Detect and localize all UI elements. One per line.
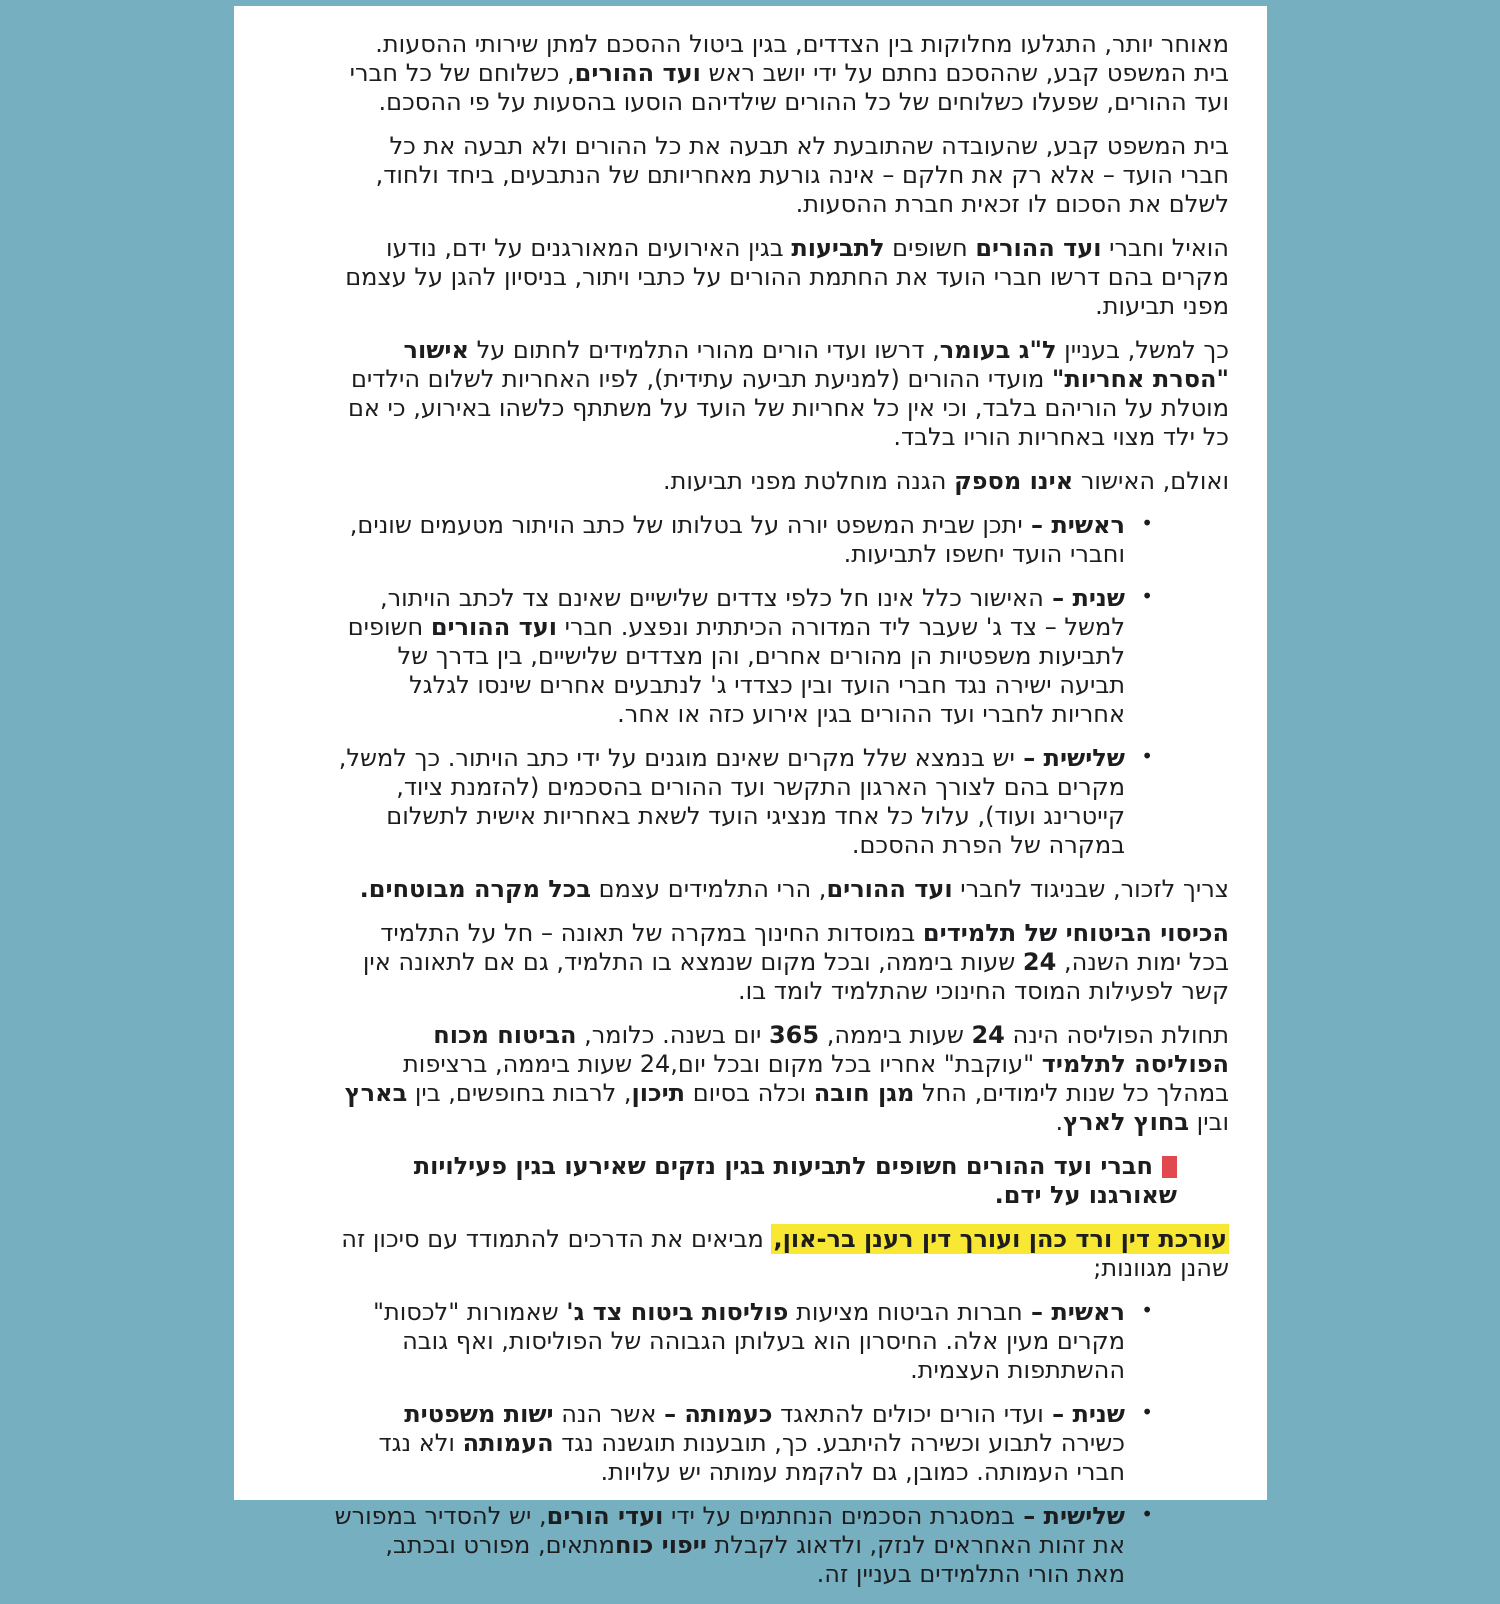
text-run: וכלה בסיום — [685, 1079, 814, 1107]
text-run: ועד ההורים — [430, 613, 557, 641]
bullet-icon: • — [1141, 1298, 1153, 1322]
text-run: הואיל וחברי — [1101, 234, 1229, 262]
text-run: כשירה לתבוע וכשירה להיתבע. כך, תובענות תוגשנה נגד — [553, 1429, 1125, 1457]
text-run: בגין האירועים המאורגנים על ידם, נודעו מקרים בהם דרשו חברי הועד את החתמת ההורים על כתבי ויתור, בניסיון להגן על עצמם מפני תביעות. — [345, 234, 1229, 320]
text-run: , יש להסדיר במפורש את זהות האחראים לנזק, ולדאוג לקבלת — [334, 1502, 1125, 1559]
text-run: מביאים את הדרכים להתמודד עם סיכון זה שהנן מגוונות; — [341, 1225, 1229, 1282]
text-run: לתביעות — [791, 234, 885, 262]
text-run: שעות ביממה, ובכל מקום שנמצא בו התלמיד, גם אם לתאונה אין קשר לפעילות המוסד החינוכי שהתלמיד לומד בו. — [362, 948, 1229, 1005]
text-run: כך למשל, בעניין — [1056, 336, 1229, 364]
bullet-item — [334, 1502, 1153, 1589]
text-run: 24 — [971, 1021, 1005, 1049]
text-run: ועד ההורים — [574, 59, 701, 87]
text-run: תיכון — [631, 1079, 686, 1107]
text-run: . — [1055, 1108, 1064, 1136]
text-run: שלישית – — [1014, 744, 1125, 772]
text-run: ייפוי כוח — [614, 1531, 707, 1559]
text-run: שנית – — [1043, 1400, 1125, 1428]
text-run: חשופים — [884, 234, 976, 262]
text-run: שנית – — [1043, 584, 1125, 612]
text-run: , כשלוחם של כל חברי ועד ההורים, שפעלו כשלוחים של כל ההורים שילדיהם הוסעו בהסעות על פי ההסכם. — [349, 59, 1229, 116]
text-run: פוליסות ביטוח צד ג' — [566, 1298, 789, 1326]
bullet-icon: • — [1141, 1502, 1153, 1526]
text-run: ולא נגד חברי העמותה. כמובן, גם להקמת עמותה יש עלויות. — [378, 1429, 1125, 1486]
text-run: שעות ביממה, — [819, 1021, 972, 1049]
text-run: בית המשפט קבע, שהעובדה שהתובעת לא תבעה את כל ההורים ולא תבעה את כל חברי הועד – אלא רק את חלקם – אינה גורעת מאחריותם של הנתבעים, ביחד ולחוד, לשלם את הסכום לו זכאית חברת ההסעות. — [375, 132, 1229, 218]
bullet-icon: • — [1141, 1400, 1153, 1424]
text-run: הגנה מוחלטת מפני תביעות. — [662, 467, 955, 495]
text-run: העמותה — [462, 1429, 554, 1457]
text-run: מתאים, מפורט ובכתב, מאת הורי התלמידים בעניין זה. — [385, 1531, 1125, 1588]
text-run: , הרי התלמידים עצמם — [591, 875, 827, 903]
paragraph — [334, 1021, 1229, 1137]
paragraph — [334, 336, 1229, 452]
text-run: ראשית – — [1022, 511, 1125, 539]
text-run: בחוץ לארץ — [1063, 1108, 1190, 1136]
text-run: , לרבות בחופשים, בין — [407, 1079, 632, 1107]
text-run: ועד ההורים — [975, 234, 1102, 262]
text-run: יום בשנה. כלומר, — [576, 1021, 769, 1049]
bullet-icon: • — [1141, 584, 1153, 608]
bullet-item — [334, 744, 1153, 860]
text-run: ובין — [1189, 1108, 1229, 1136]
text-run: הכיסוי הביטוחי של תלמידים — [922, 919, 1229, 947]
text-run: אשר הנה — [553, 1400, 665, 1428]
text-run: 365 — [768, 1021, 820, 1049]
text-run: ועדי הורים — [546, 1502, 664, 1530]
marker-statement — [334, 1152, 1177, 1210]
document-page — [234, 6, 1267, 1588]
paragraph — [334, 30, 1229, 117]
text-run: צריך לזכור, שבניגוד לחברי — [952, 875, 1229, 903]
text-run: אישור "הסרת אחריות" — [403, 336, 1229, 393]
text-run: ואולם, האישור — [1073, 467, 1229, 495]
text-run: בארץ — [344, 1079, 408, 1107]
text-run: תחולת הפוליסה הינה — [1004, 1021, 1229, 1049]
text-run: ל"ג בעומר — [939, 336, 1057, 364]
text-run: שלישית – — [1014, 1502, 1125, 1530]
text-run: ועד ההורים — [826, 875, 953, 903]
text-run: האישור כלל אינו חל כלפי צדדים שלישיים שאינם צד לכתב הויתור, למשל – צד ג' שעבר ליד המדורה הכיתתית ונפצע. חברי — [379, 584, 1125, 641]
text-run: במוסדות החינוך במקרה של תאונה – חל על התלמיד בכל ימות השנה, — [380, 919, 1229, 976]
text-run: ועדי הורים יכולים להתאגד — [772, 1400, 1044, 1428]
paragraph — [334, 132, 1229, 219]
text-run: , דרשו ועדי הורים מהורי התלמידים לחתום על — [468, 336, 940, 364]
text-run: שאמורות "לכסות" מקרים מעין אלה. החיסרון הוא בעלותן הגבוהה של הפוליסות, ואף גובה ההשתתפות העצמית. — [372, 1298, 1125, 1384]
paragraph — [334, 1225, 1229, 1283]
text-run: יתכן שבית המשפט יורה על בטלותו של כתב הויתור מטעמים שונים, וחברי הועד יחשפו לתביעות. — [349, 511, 1125, 568]
paragraph — [334, 875, 1229, 904]
bullet-item — [334, 1400, 1153, 1487]
text-run: מגן חובה — [813, 1079, 915, 1107]
text-run: במסגרת הסכמים הנחתמים על ידי — [663, 1502, 1015, 1530]
text-run: ראשית – — [1022, 1298, 1125, 1326]
bullet-icon: • — [1141, 744, 1153, 768]
red-marker-icon — [1162, 1156, 1177, 1178]
bullet-icon: • — [1141, 511, 1153, 535]
paragraph — [334, 234, 1229, 321]
text-run: יש בנמצא שלל מקרים שאינם מוגנים על ידי כתב הויתור. כך למשל, מקרים בהם לצורך הארגון התקשר ועד ההורים בהסכמים (להזמנת ציוד, קייטרינג ועוד), עלול כל אחד מנציגי הועד לשאת באחריות אישית לתשלום במקרה של הפרת ההסכם. — [338, 744, 1125, 859]
text-run: ישות משפטית — [404, 1400, 554, 1428]
highlighted-text-run: עורכת דין ורד כהן ועורך דין רענן בר-און, — [773, 1225, 1227, 1253]
text-run: חברות הביטוח מציעות — [788, 1298, 1023, 1326]
bullet-item — [334, 511, 1153, 569]
paragraph — [334, 467, 1229, 496]
bullet-item — [334, 1298, 1153, 1385]
text-run: חברי ועד ההורים חשופים לתביעות בגין נזקים שאירעו בגין פעילויות שאורגנו על ידם. — [413, 1152, 1177, 1209]
text-run: מאוחר יותר, התגלעו מחלוקות בין הצדדים, בגין ביטול ההסכם למתן שירותי ההסעות. בית המשפט קבע, שההסכם נחתם על ידי יושב ראש — [375, 30, 1229, 87]
bullet-item — [334, 584, 1153, 729]
text-run: 24 — [1022, 948, 1057, 976]
text-run: כעמותה – — [664, 1400, 773, 1428]
text-run: אינו מספק — [954, 467, 1074, 495]
paragraph — [334, 919, 1229, 1006]
text-run: חשופים לתביעות משפטיות הן מהורים אחרים, והן מצדדים שלישיים, בין בדרך של תביעה ישירה נגד חברי הועד ובין כצדדי ג' לנתבעים אחרים שינסו לגלגל אחריות לחברי ועד ההורים בגין אירוע כזה או אחר. — [347, 613, 1125, 728]
text-run: הביטוח מכוח הפוליסה לתלמיד — [433, 1021, 1229, 1078]
text-run: "עוקבת" אחריו בכל מקום ובכל יום,24 שעות ביממה, ברציפות במהלך כל שנות לימודים, החל — [403, 1050, 1229, 1107]
document-content — [334, 30, 1229, 1604]
text-run: בכל מקרה מבוטחים. — [359, 875, 592, 903]
text-run: מועדי ההורים (למניעת תביעה עתידית), לפיו האחריות לשלום הילדים מוטלת על הוריהם בלבד, וכי אין כל אחריות של הועד על משתתף כלשהו באירוע, כי אם כל ילד מצוי באחריות הוריו בלבד. — [347, 365, 1229, 451]
